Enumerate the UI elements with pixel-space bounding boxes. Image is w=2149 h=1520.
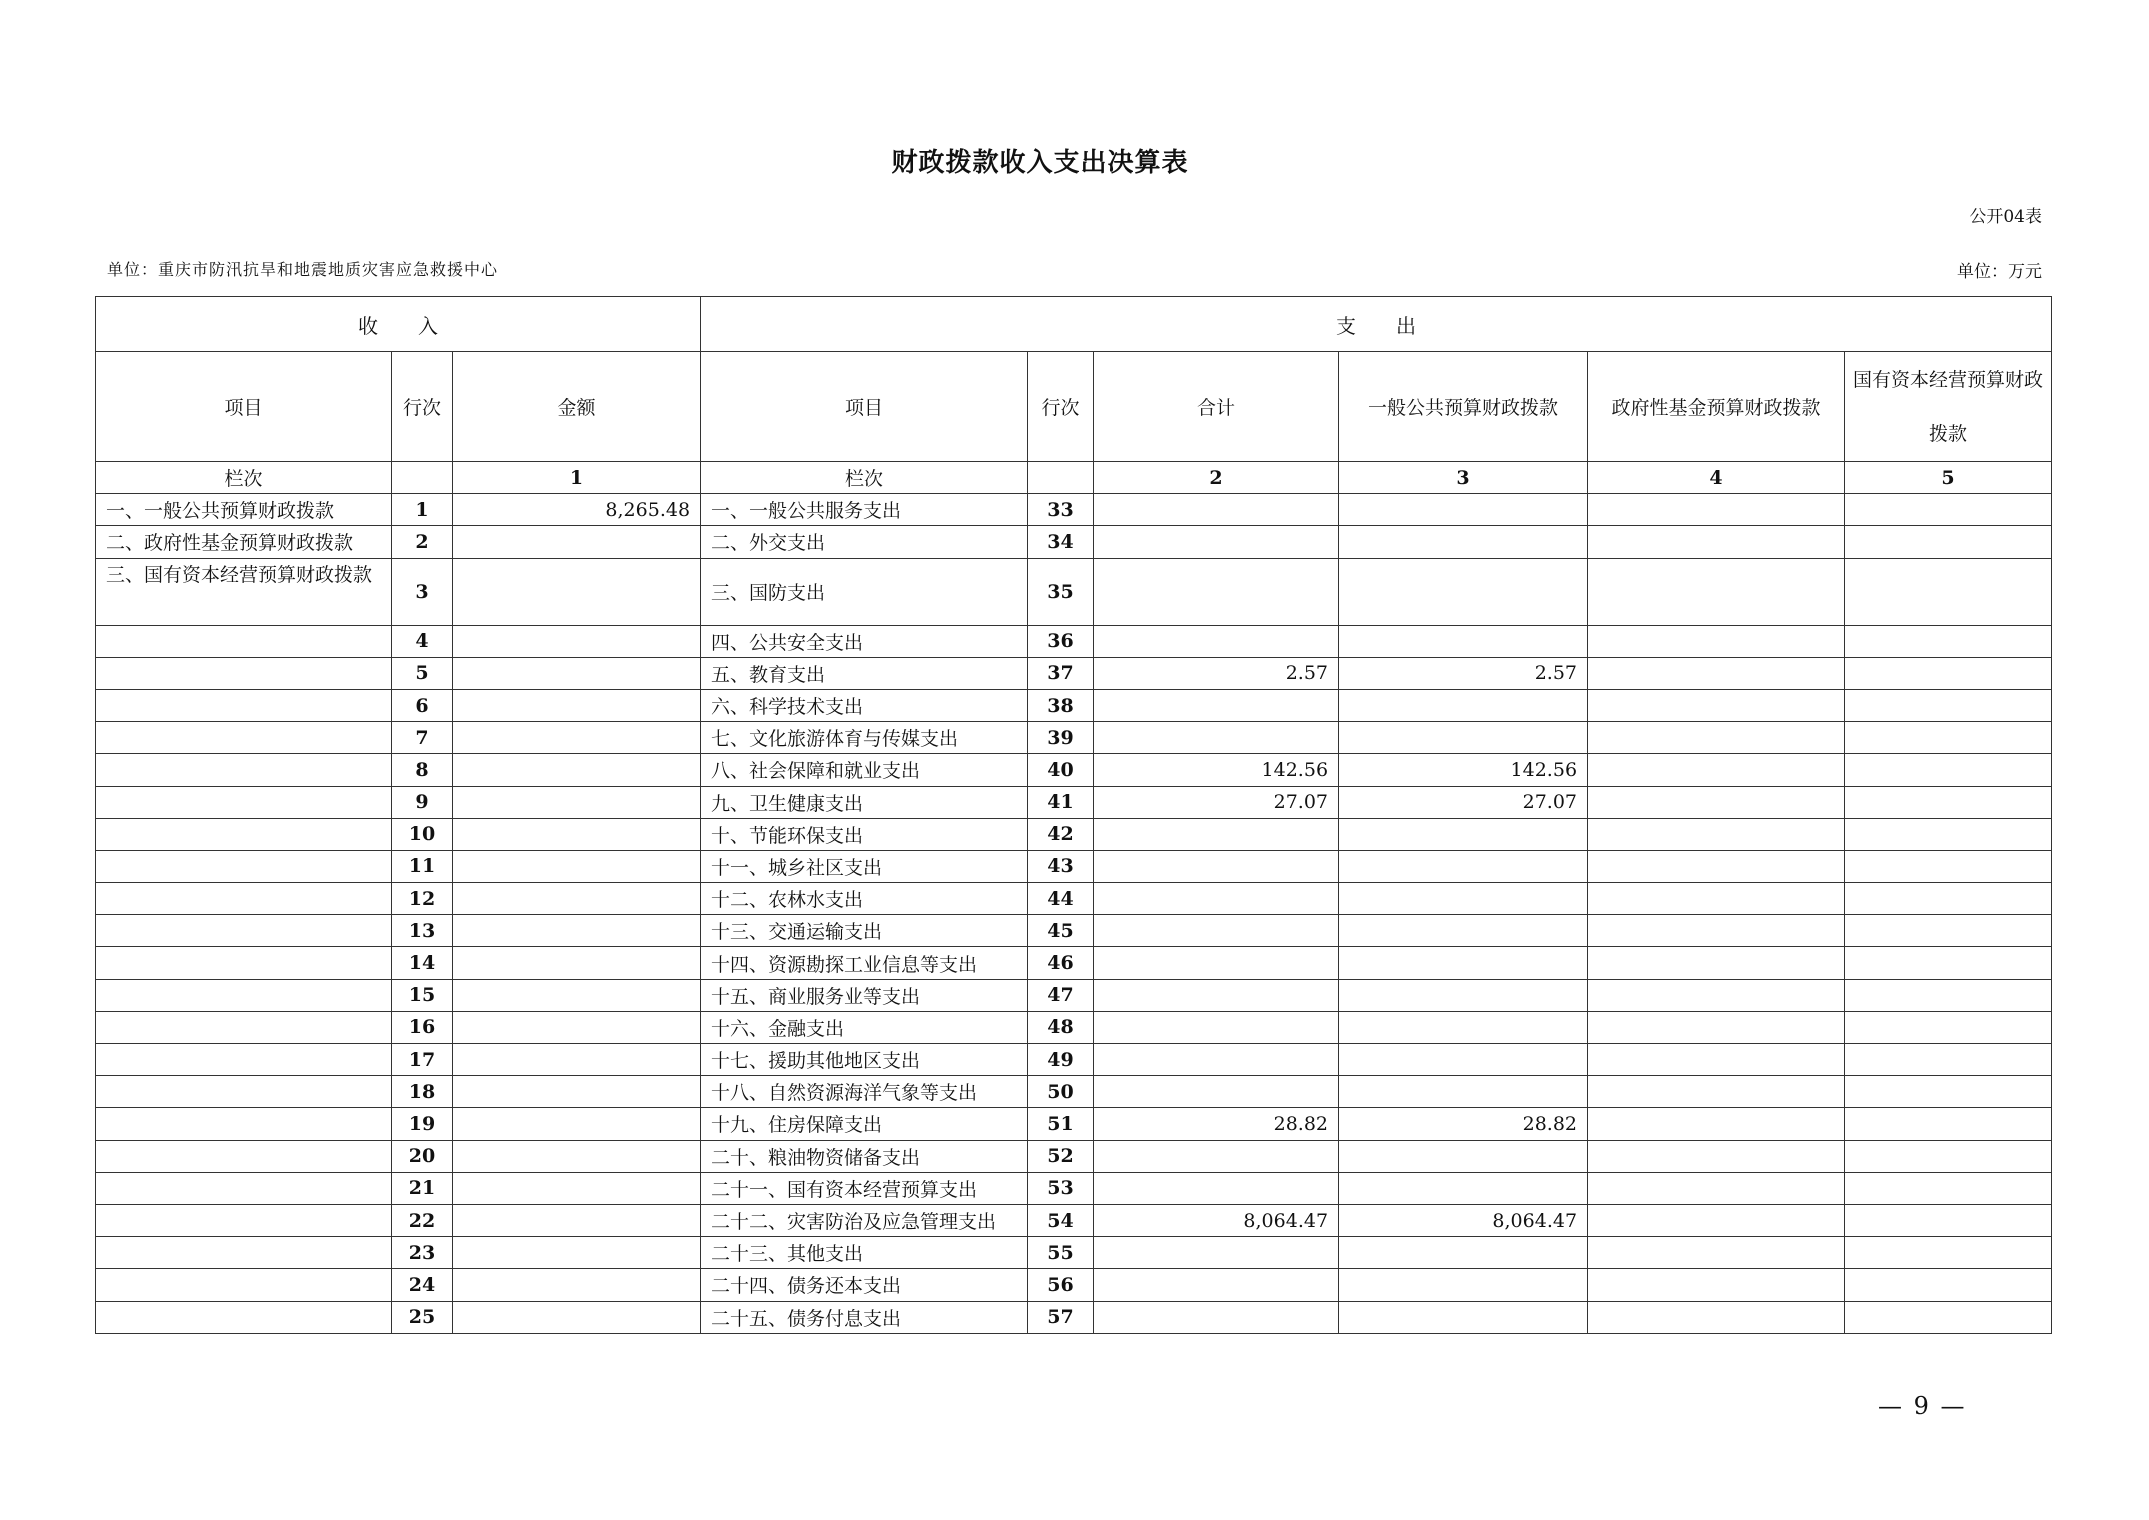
income-amount-cell [453, 1172, 701, 1204]
total-cell [1094, 1076, 1339, 1108]
total-cell [1094, 494, 1339, 526]
expense-row-number: 42 [1028, 818, 1094, 850]
income-row-number: 25 [392, 1301, 453, 1333]
expense-row-number: 56 [1028, 1269, 1094, 1301]
fund-budget-cell [1588, 625, 1845, 657]
col-income-item: 项目 [96, 352, 392, 462]
income-item-cell [96, 1076, 392, 1108]
income-row-number: 5 [392, 657, 453, 689]
expense-row-number: 44 [1028, 883, 1094, 915]
expense-item-cell: 十三、交通运输支出 [701, 915, 1028, 947]
expense-item-cell: 二十四、债务还本支出 [701, 1269, 1028, 1301]
general-budget-cell [1339, 558, 1588, 625]
income-row-number: 18 [392, 1076, 453, 1108]
table-row [96, 625, 2052, 657]
general-budget-cell [1339, 689, 1588, 721]
income-row-number: 4 [392, 625, 453, 657]
general-budget-cell [1339, 1076, 1588, 1108]
state-capital-cell [1845, 786, 2052, 818]
general-budget-cell [1339, 979, 1588, 1011]
table-row [96, 786, 2052, 818]
state-capital-cell [1845, 1140, 2052, 1172]
table-row [96, 1172, 2052, 1204]
fund-budget-cell [1588, 850, 1845, 882]
income-amount-cell [453, 657, 701, 689]
expense-item-cell: 二十、粮油物资储备支出 [701, 1140, 1028, 1172]
expense-row-number: 43 [1028, 850, 1094, 882]
general-budget-cell [1339, 494, 1588, 526]
state-capital-cell [1845, 722, 2052, 754]
income-item-cell [96, 754, 392, 786]
table-row [96, 947, 2052, 979]
state-capital-cell [1845, 915, 2052, 947]
expense-row-number: 39 [1028, 722, 1094, 754]
income-item-cell: 三、国有资本经营预算财政拨款 [96, 558, 392, 625]
income-amount-cell [453, 689, 701, 721]
income-row-number: 19 [392, 1108, 453, 1140]
income-amount-cell [453, 526, 701, 558]
income-item-cell [96, 1237, 392, 1269]
income-item-cell [96, 883, 392, 915]
income-row-number: 10 [392, 818, 453, 850]
fund-budget-cell [1588, 689, 1845, 721]
state-capital-cell [1845, 558, 2052, 625]
expense-item-cell: 三、国防支出 [701, 558, 1028, 625]
income-item-cell [96, 625, 392, 657]
general-budget-cell [1339, 1237, 1588, 1269]
general-budget-cell [1339, 1011, 1588, 1043]
expense-item-cell: 二、外交支出 [701, 526, 1028, 558]
total-cell [1094, 689, 1339, 721]
state-capital-cell [1845, 818, 2052, 850]
expense-item-cell: 五、教育支出 [701, 657, 1028, 689]
fund-budget-cell [1588, 818, 1845, 850]
expense-item-cell: 十、节能环保支出 [701, 818, 1028, 850]
state-capital-cell [1845, 1076, 2052, 1108]
total-cell [1094, 722, 1339, 754]
table-row [96, 494, 2052, 526]
general-budget-cell [1339, 1140, 1588, 1172]
total-cell [1094, 1237, 1339, 1269]
total-cell: 27.07 [1094, 786, 1339, 818]
lanci-col-1: 1 [453, 462, 701, 494]
fund-budget-cell [1588, 1108, 1845, 1140]
lanci-col-4: 4 [1588, 462, 1845, 494]
income-amount-cell [453, 1108, 701, 1140]
income-row-number: 21 [392, 1172, 453, 1204]
general-budget-cell [1339, 818, 1588, 850]
fund-budget-cell [1588, 947, 1845, 979]
income-amount-cell [453, 754, 701, 786]
expense-item-cell: 十一、城乡社区支出 [701, 850, 1028, 882]
income-item-cell [96, 1301, 392, 1333]
table-row [96, 526, 2052, 558]
table-row [96, 1076, 2052, 1108]
income-row-number: 20 [392, 1140, 453, 1172]
income-item-cell [96, 722, 392, 754]
total-cell [1094, 979, 1339, 1011]
state-capital-cell [1845, 979, 2052, 1011]
general-budget-cell: 142.56 [1339, 754, 1588, 786]
expense-item-cell: 七、文化旅游体育与传媒支出 [701, 722, 1028, 754]
general-budget-cell [1339, 526, 1588, 558]
income-amount-cell [453, 850, 701, 882]
income-section-header: 收 入 [96, 297, 701, 352]
state-capital-cell [1845, 1237, 2052, 1269]
general-budget-cell: 2.57 [1339, 657, 1588, 689]
page-title: 财政拨款收入支出决算表 [891, 148, 1189, 178]
general-budget-cell [1339, 1172, 1588, 1204]
total-cell [1094, 558, 1339, 625]
expense-item-cell: 二十三、其他支出 [701, 1237, 1028, 1269]
fund-budget-cell [1588, 883, 1845, 915]
fund-budget-cell [1588, 979, 1845, 1011]
fund-budget-cell [1588, 1301, 1845, 1333]
general-budget-cell [1339, 1301, 1588, 1333]
expense-row-number: 34 [1028, 526, 1094, 558]
income-item-cell [96, 657, 392, 689]
state-capital-cell [1845, 494, 2052, 526]
income-amount-cell [453, 1204, 701, 1236]
expense-row-number: 40 [1028, 754, 1094, 786]
general-budget-cell [1339, 915, 1588, 947]
total-cell: 28.82 [1094, 1108, 1339, 1140]
state-capital-cell [1845, 1172, 2052, 1204]
state-capital-cell [1845, 1044, 2052, 1076]
income-row-number: 8 [392, 754, 453, 786]
state-capital-cell [1845, 883, 2052, 915]
total-cell [1094, 1140, 1339, 1172]
expense-row-number: 50 [1028, 1076, 1094, 1108]
lanci-empty [1028, 462, 1094, 494]
state-capital-cell [1845, 1269, 2052, 1301]
fund-budget-cell [1588, 1269, 1845, 1301]
expense-row-number: 51 [1028, 1108, 1094, 1140]
income-item-cell [96, 1269, 392, 1301]
income-item-cell [96, 947, 392, 979]
income-item-cell [96, 786, 392, 818]
income-item-cell [96, 1140, 392, 1172]
general-budget-cell: 27.07 [1339, 786, 1588, 818]
income-amount-cell [453, 1269, 701, 1301]
fund-budget-cell [1588, 915, 1845, 947]
state-capital-cell [1845, 1108, 2052, 1140]
expense-row-number: 57 [1028, 1301, 1094, 1333]
col-income-amount: 金额 [453, 352, 701, 462]
table-row [96, 979, 2052, 1011]
table-row [96, 883, 2052, 915]
fund-budget-cell [1588, 754, 1845, 786]
total-cell [1094, 1301, 1339, 1333]
income-amount-cell [453, 947, 701, 979]
col-fund: 政府性基金预算财政拨款 [1588, 352, 1845, 462]
settlement-table [95, 296, 2052, 1334]
total-cell [1094, 1269, 1339, 1301]
income-item-cell [96, 1108, 392, 1140]
table-row [96, 1301, 2052, 1333]
state-capital-cell [1845, 1301, 2052, 1333]
income-row-number: 17 [392, 1044, 453, 1076]
unit-currency: 单位：万元 [1957, 262, 2042, 282]
fund-budget-cell [1588, 1076, 1845, 1108]
income-item-cell [96, 1172, 392, 1204]
state-capital-cell [1845, 625, 2052, 657]
state-capital-cell [1845, 526, 2052, 558]
table-row [96, 1011, 2052, 1043]
expense-item-cell: 十四、资源勘探工业信息等支出 [701, 947, 1028, 979]
income-row-number: 9 [392, 786, 453, 818]
income-item-cell [96, 818, 392, 850]
lanci-label-expense: 栏次 [701, 462, 1028, 494]
state-capital-cell [1845, 657, 2052, 689]
lanci-col-5: 5 [1845, 462, 2052, 494]
expense-row-number: 54 [1028, 1204, 1094, 1236]
income-row-number: 2 [392, 526, 453, 558]
table-row [96, 1269, 2052, 1301]
unit-organization: 单位：重庆市防汛抗旱和地震地质灾害应急救援中心 [107, 260, 499, 279]
expense-item-cell: 一、一般公共服务支出 [701, 494, 1028, 526]
state-capital-cell [1845, 850, 2052, 882]
fund-budget-cell [1588, 722, 1845, 754]
state-capital-cell [1845, 754, 2052, 786]
income-item-cell: 一、一般公共预算财政拨款 [96, 494, 392, 526]
income-row-number: 23 [392, 1237, 453, 1269]
col-expense-item: 项目 [701, 352, 1028, 462]
total-cell [1094, 850, 1339, 882]
total-cell: 8,064.47 [1094, 1204, 1339, 1236]
column-header-row [96, 352, 2052, 462]
state-capital-cell [1845, 1204, 2052, 1236]
income-amount-cell: 8,265.48 [453, 494, 701, 526]
expense-item-cell: 十二、农林水支出 [701, 883, 1028, 915]
total-cell [1094, 1011, 1339, 1043]
total-cell [1094, 1172, 1339, 1204]
table-row [96, 754, 2052, 786]
fund-budget-cell [1588, 1044, 1845, 1076]
expense-row-number: 35 [1028, 558, 1094, 625]
table-row [96, 818, 2052, 850]
general-budget-cell [1339, 883, 1588, 915]
expense-row-number: 55 [1028, 1237, 1094, 1269]
income-row-number: 12 [392, 883, 453, 915]
expense-row-number: 47 [1028, 979, 1094, 1011]
income-row-number: 13 [392, 915, 453, 947]
col-general: 一般公共预算财政拨款 [1339, 352, 1588, 462]
income-amount-cell [453, 818, 701, 850]
col-expense-row: 行次 [1028, 352, 1094, 462]
table-row [96, 1140, 2052, 1172]
lanci-col-3: 3 [1339, 462, 1588, 494]
lanci-col-2: 2 [1094, 462, 1339, 494]
income-amount-cell [453, 1301, 701, 1333]
expense-item-cell: 四、公共安全支出 [701, 625, 1028, 657]
general-budget-cell: 28.82 [1339, 1108, 1588, 1140]
income-item-cell [96, 1044, 392, 1076]
state-capital-cell [1845, 1011, 2052, 1043]
fund-budget-cell [1588, 786, 1845, 818]
expense-row-number: 45 [1028, 915, 1094, 947]
expense-item-cell: 八、社会保障和就业支出 [701, 754, 1028, 786]
table-row [96, 850, 2052, 882]
fund-budget-cell [1588, 657, 1845, 689]
column-index-row [96, 462, 2052, 494]
income-item-cell [96, 1204, 392, 1236]
expense-section-header: 支 出 [701, 297, 2052, 352]
total-cell: 2.57 [1094, 657, 1339, 689]
general-budget-cell [1339, 850, 1588, 882]
fund-budget-cell [1588, 558, 1845, 625]
section-header-row [96, 297, 2052, 352]
income-amount-cell [453, 558, 701, 625]
expense-item-cell: 十五、商业服务业等支出 [701, 979, 1028, 1011]
general-budget-cell [1339, 625, 1588, 657]
income-item-cell [96, 915, 392, 947]
fund-budget-cell [1588, 526, 1845, 558]
general-budget-cell [1339, 722, 1588, 754]
total-cell [1094, 526, 1339, 558]
income-row-number: 6 [392, 689, 453, 721]
general-budget-cell [1339, 1269, 1588, 1301]
total-cell [1094, 1044, 1339, 1076]
expense-item-cell: 九、卫生健康支出 [701, 786, 1028, 818]
income-row-number: 3 [392, 558, 453, 625]
table-row [96, 1237, 2052, 1269]
general-budget-cell [1339, 1044, 1588, 1076]
expense-item-cell: 二十二、灾害防治及应急管理支出 [701, 1204, 1028, 1236]
table-row [96, 657, 2052, 689]
income-row-number: 11 [392, 850, 453, 882]
page-number: — 9 — [1878, 1392, 1967, 1420]
expense-row-number: 53 [1028, 1172, 1094, 1204]
expense-row-number: 38 [1028, 689, 1094, 721]
income-row-number: 24 [392, 1269, 453, 1301]
income-row-number: 16 [392, 1011, 453, 1043]
expense-row-number: 36 [1028, 625, 1094, 657]
expense-row-number: 46 [1028, 947, 1094, 979]
total-cell [1094, 947, 1339, 979]
expense-item-cell: 十八、自然资源海洋气象等支出 [701, 1076, 1028, 1108]
state-capital-cell [1845, 947, 2052, 979]
income-amount-cell [453, 915, 701, 947]
total-cell [1094, 883, 1339, 915]
total-cell [1094, 625, 1339, 657]
income-amount-cell [453, 979, 701, 1011]
income-amount-cell [453, 625, 701, 657]
income-amount-cell [453, 786, 701, 818]
table-row [96, 722, 2052, 754]
income-amount-cell [453, 1076, 701, 1108]
lanci-empty [392, 462, 453, 494]
expense-row-number: 49 [1028, 1044, 1094, 1076]
state-capital-cell [1845, 689, 2052, 721]
income-item-cell [96, 979, 392, 1011]
expense-row-number: 41 [1028, 786, 1094, 818]
col-income-row: 行次 [392, 352, 453, 462]
income-row-number: 22 [392, 1204, 453, 1236]
general-budget-cell: 8,064.47 [1339, 1204, 1588, 1236]
table-row [96, 1044, 2052, 1076]
income-item-cell [96, 850, 392, 882]
lanci-label-income: 栏次 [96, 462, 392, 494]
total-cell [1094, 915, 1339, 947]
income-item-cell [96, 1011, 392, 1043]
table-row [96, 1108, 2052, 1140]
expense-item-cell: 十九、住房保障支出 [701, 1108, 1028, 1140]
income-amount-cell [453, 1140, 701, 1172]
expense-item-cell: 二十一、国有资本经营预算支出 [701, 1172, 1028, 1204]
table-row [96, 558, 2052, 625]
expense-row-number: 52 [1028, 1140, 1094, 1172]
general-budget-cell [1339, 947, 1588, 979]
table-row [96, 915, 2052, 947]
expense-item-cell: 十六、金融支出 [701, 1011, 1028, 1043]
total-cell: 142.56 [1094, 754, 1339, 786]
col-total: 合计 [1094, 352, 1339, 462]
expense-row-number: 37 [1028, 657, 1094, 689]
expense-item-cell: 二十五、债务付息支出 [701, 1301, 1028, 1333]
fund-budget-cell [1588, 1237, 1845, 1269]
income-item-cell [96, 689, 392, 721]
table-row [96, 1204, 2052, 1236]
table-row [96, 689, 2052, 721]
income-row-number: 7 [392, 722, 453, 754]
expense-row-number: 48 [1028, 1011, 1094, 1043]
income-amount-cell [453, 883, 701, 915]
fund-budget-cell [1588, 1204, 1845, 1236]
income-amount-cell [453, 1011, 701, 1043]
fund-budget-cell [1588, 1172, 1845, 1204]
col-state: 国有资本经营预算财政拨款 [1845, 352, 2052, 462]
income-row-number: 1 [392, 494, 453, 526]
expense-item-cell: 六、科学技术支出 [701, 689, 1028, 721]
income-item-cell: 二、政府性基金预算财政拨款 [96, 526, 392, 558]
fund-budget-cell [1588, 494, 1845, 526]
fund-budget-cell [1588, 1140, 1845, 1172]
income-row-number: 14 [392, 947, 453, 979]
income-row-number: 15 [392, 979, 453, 1011]
income-amount-cell [453, 722, 701, 754]
income-amount-cell [453, 1044, 701, 1076]
form-number: 公开04表 [1969, 207, 2042, 227]
expense-item-cell: 十七、援助其他地区支出 [701, 1044, 1028, 1076]
fund-budget-cell [1588, 1011, 1845, 1043]
total-cell [1094, 818, 1339, 850]
income-amount-cell [453, 1237, 701, 1269]
expense-row-number: 33 [1028, 494, 1094, 526]
